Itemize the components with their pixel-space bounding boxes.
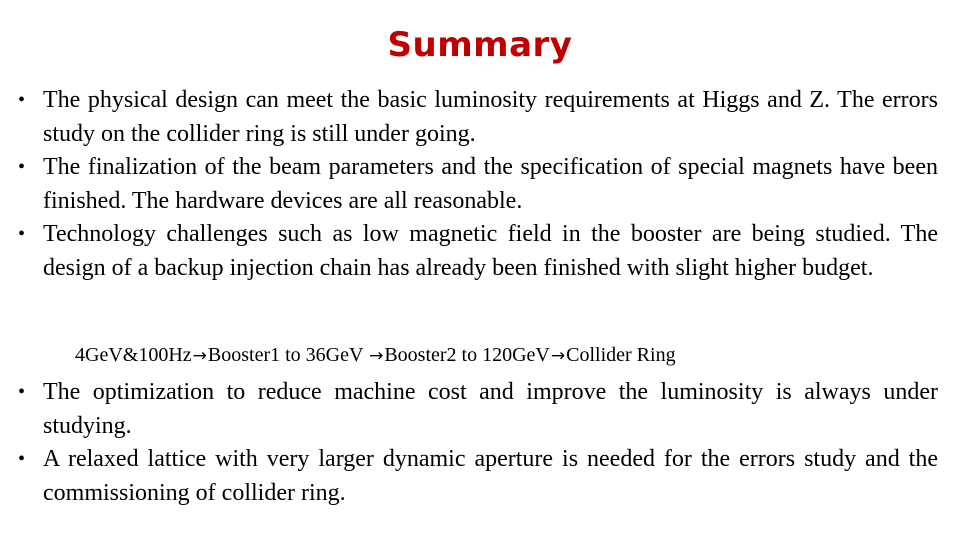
bullet-text: Technology challenges such as low magnetic field in the booster are being studied. The design of a backup injection chain has already been finished with slight higher budget. [43, 221, 938, 281]
bullet-text: The physical design can meet the basic luminosity requirements at Higgs and Z. The errors study on the collider ring is still under going. [43, 87, 938, 147]
bullet-item [18, 443, 938, 510]
slide-title: Summary [387, 25, 573, 65]
bullet-dot-icon: • [18, 381, 26, 403]
bullet-text: The finalization of the beam parameters and the specification of special magnets have been finished. The hardware devices are all reasonable. [43, 154, 938, 214]
bullet-dot-icon: • [18, 156, 26, 178]
bullet-list-bottom [18, 376, 938, 510]
bullet-item [18, 151, 938, 218]
chain-step-collider: Collider Ring [566, 344, 676, 366]
arrow-right-icon: → [192, 346, 207, 366]
bullet-text: The optimization to reduce machine cost and improve the luminosity is always under studying. [43, 379, 938, 439]
chain-step-booster1: Booster1 to 36GeV [207, 344, 369, 366]
injection-chain [75, 341, 676, 370]
bullet-item [18, 376, 938, 443]
bullet-dot-icon: • [18, 223, 26, 245]
bullet-item [18, 84, 938, 151]
bullet-dot-icon: • [18, 89, 26, 111]
arrow-right-icon: → [369, 346, 384, 366]
bullet-item [18, 218, 938, 285]
bullet-dot-icon: • [18, 448, 26, 470]
arrow-right-icon: → [550, 346, 566, 366]
bullet-list-top [18, 84, 938, 285]
chain-step-linac: 4GeV&100Hz [75, 344, 192, 366]
chain-step-booster2: Booster2 to 120GeV [384, 344, 550, 366]
bullet-text: A relaxed lattice with very larger dynamic aperture is needed for the errors study and the commissioning of collider ring. [43, 446, 938, 506]
